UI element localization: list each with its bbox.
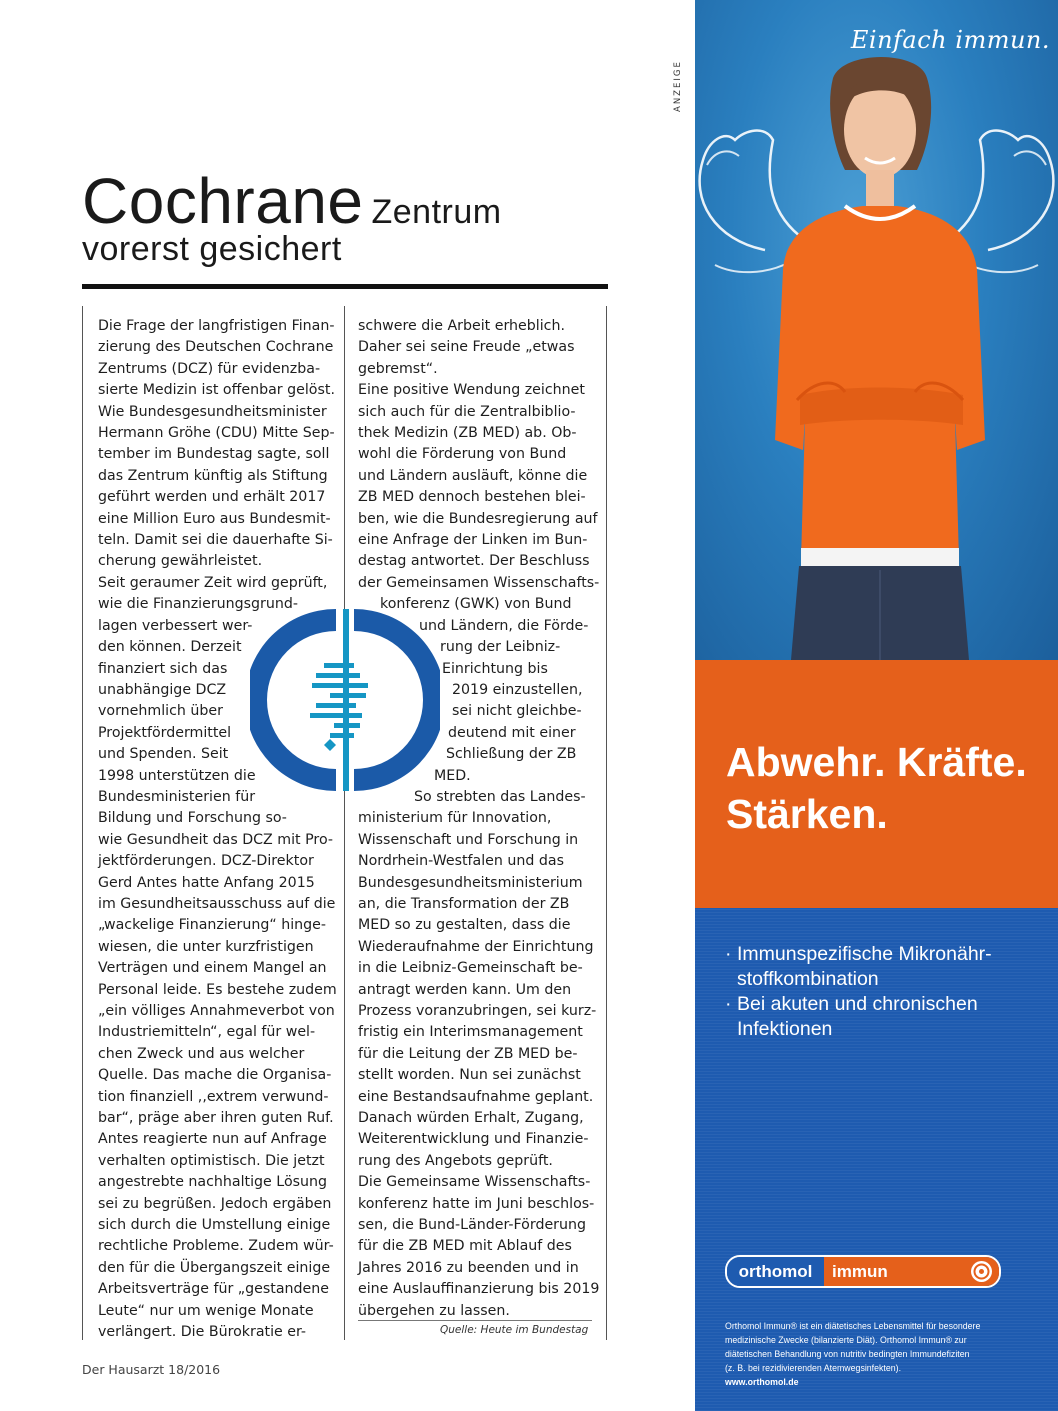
text-line: wie Gesundheit das DCZ mit Pro- <box>98 831 334 848</box>
text-line: deutend mit einer <box>448 724 576 741</box>
text-line: sich durch die Umstellung einige <box>98 1217 331 1234</box>
text-line: Nordrhein-Westfalen und das <box>358 853 564 870</box>
text-line: ben, wie die Bundesregierung auf <box>358 510 598 527</box>
text-line: eine Bestandsaufnahme geplant. <box>358 1088 594 1105</box>
text-line: jektförderungen. DCZ-Direktor <box>98 853 314 870</box>
ad-slogan-line-1: Abwehr. Kräfte. <box>726 739 1027 785</box>
text-line: eine Auslauffinanzierung bis 2019 <box>358 1281 600 1298</box>
page-footer: Der Hausarzt 18/2016 <box>82 1362 221 1377</box>
text-line: fristig ein Interimsmanagement <box>358 1024 583 1041</box>
text-line: Projektfördermittel <box>98 724 232 741</box>
ad-bullet-item-continued: stoffkombination <box>737 968 879 990</box>
text-line: Wie Bundesgesundheitsminister <box>98 403 327 420</box>
text-line: vornehmlich über <box>98 703 223 720</box>
text-line: Antes reagierte nun auf Anfrage <box>98 1131 327 1148</box>
text-line: tion finanziell ,,extrem verwund- <box>98 1088 329 1105</box>
text-line: Quelle. Das mache die Organisa- <box>98 1067 332 1084</box>
text-line: Seit geraumer Zeit wird geprüft, <box>98 574 328 591</box>
text-line: ministerium für Innovation, <box>358 810 552 827</box>
source-rule <box>358 1320 592 1321</box>
text-line: Prozess voranzubringen, sei kurz- <box>358 1003 597 1019</box>
text-line: destag antwortet. Der Beschluss <box>358 553 590 570</box>
text-line: Zentrums (DCZ) für evidenzba- <box>98 360 321 377</box>
text-line: Leute“ nur um wenige Monate <box>98 1302 314 1319</box>
text-line: „wackelige Finanzierung“ hinge- <box>98 917 326 934</box>
text-line: gebremst“. <box>358 360 438 377</box>
text-line: rechtliche Probleme. Zudem wür- <box>98 1238 334 1255</box>
text-line: stellt worden. Nun sei zunächst <box>358 1067 581 1084</box>
brand-orthomol: orthomol <box>727 1257 824 1286</box>
text-line: sich auch für die Zentralbiblio- <box>358 403 576 420</box>
text-line: Jahres 2016 zu beenden und in <box>358 1259 579 1276</box>
ad-content <box>695 0 1058 1411</box>
text-line: zierung des Deutschen Cochrane <box>98 339 334 356</box>
text-line: Schließung der ZB <box>446 746 577 763</box>
text-line: Arbeitsverträge für „gestandene <box>98 1281 329 1298</box>
text-line: schwere die Arbeit erheblich. <box>358 318 565 334</box>
text-line: Hermann Gröhe (CDU) Mitte Sep- <box>98 425 335 442</box>
text-line: cherung gewährleistet. <box>98 553 263 570</box>
text-line: MED so zu gestalten, dass die <box>358 917 571 934</box>
text-line: MED. <box>434 767 471 784</box>
text-line: Wiederaufnahme der Einrichtung <box>358 938 594 955</box>
text-line: konferenz (GWK) von Bund <box>380 596 572 613</box>
ad-slogan-line-2: Stärken. <box>726 791 888 837</box>
text-line: Industriemitteln“, egal für wel- <box>98 1024 316 1041</box>
text-line: im Gesundheitsausschuss auf die <box>98 895 336 912</box>
text-line: Wissenschaft und Forschung in <box>358 831 579 848</box>
title-rule <box>82 284 608 289</box>
article-column-2 <box>358 316 599 1322</box>
text-line: Daher sei seine Freude „etwas <box>358 339 575 356</box>
disclaimer-line: medizinische Zwecke (bilanzierte Diät). Orthomol Immun® zur <box>725 1335 967 1345</box>
text-line: Bildung und Forschung so- <box>98 810 287 827</box>
article-column-1 <box>98 316 337 1344</box>
ad-bullet-item: · Bei akuten und chronischen <box>725 993 978 1015</box>
cochrane-logo-icon <box>250 605 440 795</box>
shield-emblem-icon <box>970 1260 993 1283</box>
column-divider-middle <box>344 306 345 1340</box>
text-line: Bundesgesundheitsministerium <box>358 874 583 891</box>
ad-disclaimer <box>725 1319 980 1389</box>
text-line: Danach würden Erhalt, Zugang, <box>358 1110 584 1127</box>
text-line: wie die Finanzierungsgrund- <box>98 596 298 613</box>
text-line: den für die Übergangszeit einige <box>98 1259 331 1276</box>
ad-website-link[interactable]: www.orthomol.de <box>725 1377 799 1387</box>
text-line: Bundesministerien für <box>98 788 256 805</box>
source-credit: Quelle: Heute im Bundestag <box>440 1324 589 1336</box>
text-line: Eine positive Wendung zeichnet <box>358 382 585 399</box>
text-line: 2019 einzustellen, <box>452 681 583 698</box>
ad-bullet-item: · Immunspezifische Mikronähr- <box>725 943 992 965</box>
text-line: ZB MED dennoch bestehen blei- <box>358 489 586 506</box>
text-line: wiesen, die unter kurzfristigen <box>98 938 314 955</box>
text-line: eine Million Euro aus Bundesmit- <box>98 510 331 527</box>
text-line: finanziert sich das <box>98 660 228 677</box>
text-line: Die Frage der langfristigen Finan- <box>98 318 335 334</box>
ad-bullet-list <box>725 942 992 1042</box>
text-line: rung des Angebots geprüft. <box>358 1152 553 1169</box>
text-line: in die Leibniz-Gemeinschaft be- <box>358 960 583 977</box>
text-line: Gerd Antes hatte Anfang 2015 <box>98 874 315 891</box>
text-line: rung der Leibniz- <box>440 639 561 656</box>
article-subtitle: vorerst gesichert <box>82 230 342 268</box>
text-line: unabhängige DCZ <box>98 681 227 698</box>
text-line: So strebten das Landes- <box>414 788 586 805</box>
text-line: und Spenden. Seit <box>98 746 229 763</box>
text-line: Die Gemeinsame Wissenschafts- <box>358 1174 591 1191</box>
text-line: an, die Transformation der ZB <box>358 895 570 912</box>
text-line: angestrebte nachhaltige Lösung <box>98 1174 328 1191</box>
column-divider-right <box>606 306 607 1340</box>
text-line: tember im Bundestag sagte, soll <box>98 446 330 463</box>
bullet-dot-icon: · <box>725 993 732 1015</box>
orthomol-immun-logo <box>725 1255 1001 1288</box>
ad-claim: Einfach immun. <box>850 26 1050 54</box>
text-line: teln. Damit sei die dauerhafte Si- <box>98 532 333 549</box>
text-line: verhalten optimistisch. Die jetzt <box>98 1152 325 1169</box>
text-line: und Ländern, die Förde- <box>419 617 589 634</box>
title-cochrane: Cochrane <box>82 165 364 237</box>
text-line: antragt werden kann. Um den <box>358 981 572 998</box>
text-line: lagen verbessert wer- <box>98 617 253 634</box>
text-line: sierte Medizin ist offenbar gelöst. <box>98 382 335 399</box>
text-line: sen, die Bund-Länder-Förderung <box>358 1217 587 1234</box>
text-line: wohl die Förderung von Bund <box>358 446 567 463</box>
text-line: das Zentrum künftig als Stiftung <box>98 467 328 484</box>
text-line: verlängert. Die Bürokratie er- <box>98 1324 307 1341</box>
text-line: Personal leide. Es bestehe zudem <box>98 981 337 998</box>
ad-label: ANZEIGE <box>673 60 683 112</box>
text-line: Verträgen und einem Mangel an <box>98 960 327 977</box>
text-line: den können. Derzeit <box>98 639 242 656</box>
text-line: sei nicht gleichbe- <box>452 703 582 720</box>
disclaimer-line: diätetischen Behandlung von nutritiv bedingten Immundefiziten <box>725 1349 970 1359</box>
text-line: geführt werden und erhält 2017 <box>98 489 326 506</box>
text-line: konferenz hatte im Juni beschlos- <box>358 1195 595 1212</box>
text-line: für die Leitung der ZB MED be- <box>358 1045 578 1062</box>
disclaimer-line: Orthomol Immun® ist ein diätetisches Lebensmittel für besondere <box>725 1321 981 1331</box>
text-line: übergehen zu lassen. <box>358 1302 510 1319</box>
text-line: „ein völliges Annahmeverbot von <box>98 1003 335 1019</box>
text-line: der Gemeinsamen Wissenschafts- <box>358 574 600 591</box>
text-line: Einrichtung bis <box>442 660 548 677</box>
ad-bullet-item-continued: Infektionen <box>737 1018 833 1040</box>
text-line: Weiterentwicklung und Finanzie- <box>358 1131 589 1148</box>
ad-slogan <box>726 736 1027 840</box>
text-line: chen Zweck und aus welcher <box>98 1045 305 1062</box>
text-line: für die ZB MED mit Ablauf des <box>358 1238 572 1255</box>
text-line: 1998 unterstützen die <box>98 767 256 784</box>
text-line: sei zu begrüßen. Jedoch ergäben <box>98 1195 332 1212</box>
bullet-dot-icon: · <box>725 943 732 965</box>
text-line: thek Medizin (ZB MED) ab. Ob- <box>358 425 577 442</box>
text-line: bar“, präge aber ihren guten Ruf. <box>98 1110 334 1127</box>
disclaimer-line: (z. B. bei rezidivierenden Atemwegsinfekten). www.orthomol.de <box>725 1363 902 1387</box>
text-line: eine Anfrage der Linken im Bun- <box>358 532 588 549</box>
title-zentrum: Zentrum <box>371 193 502 231</box>
brand-immun: immun <box>824 1257 999 1286</box>
column-divider-left <box>82 306 83 1340</box>
text-line: und Ländern ausläuft, könne die <box>358 467 588 484</box>
